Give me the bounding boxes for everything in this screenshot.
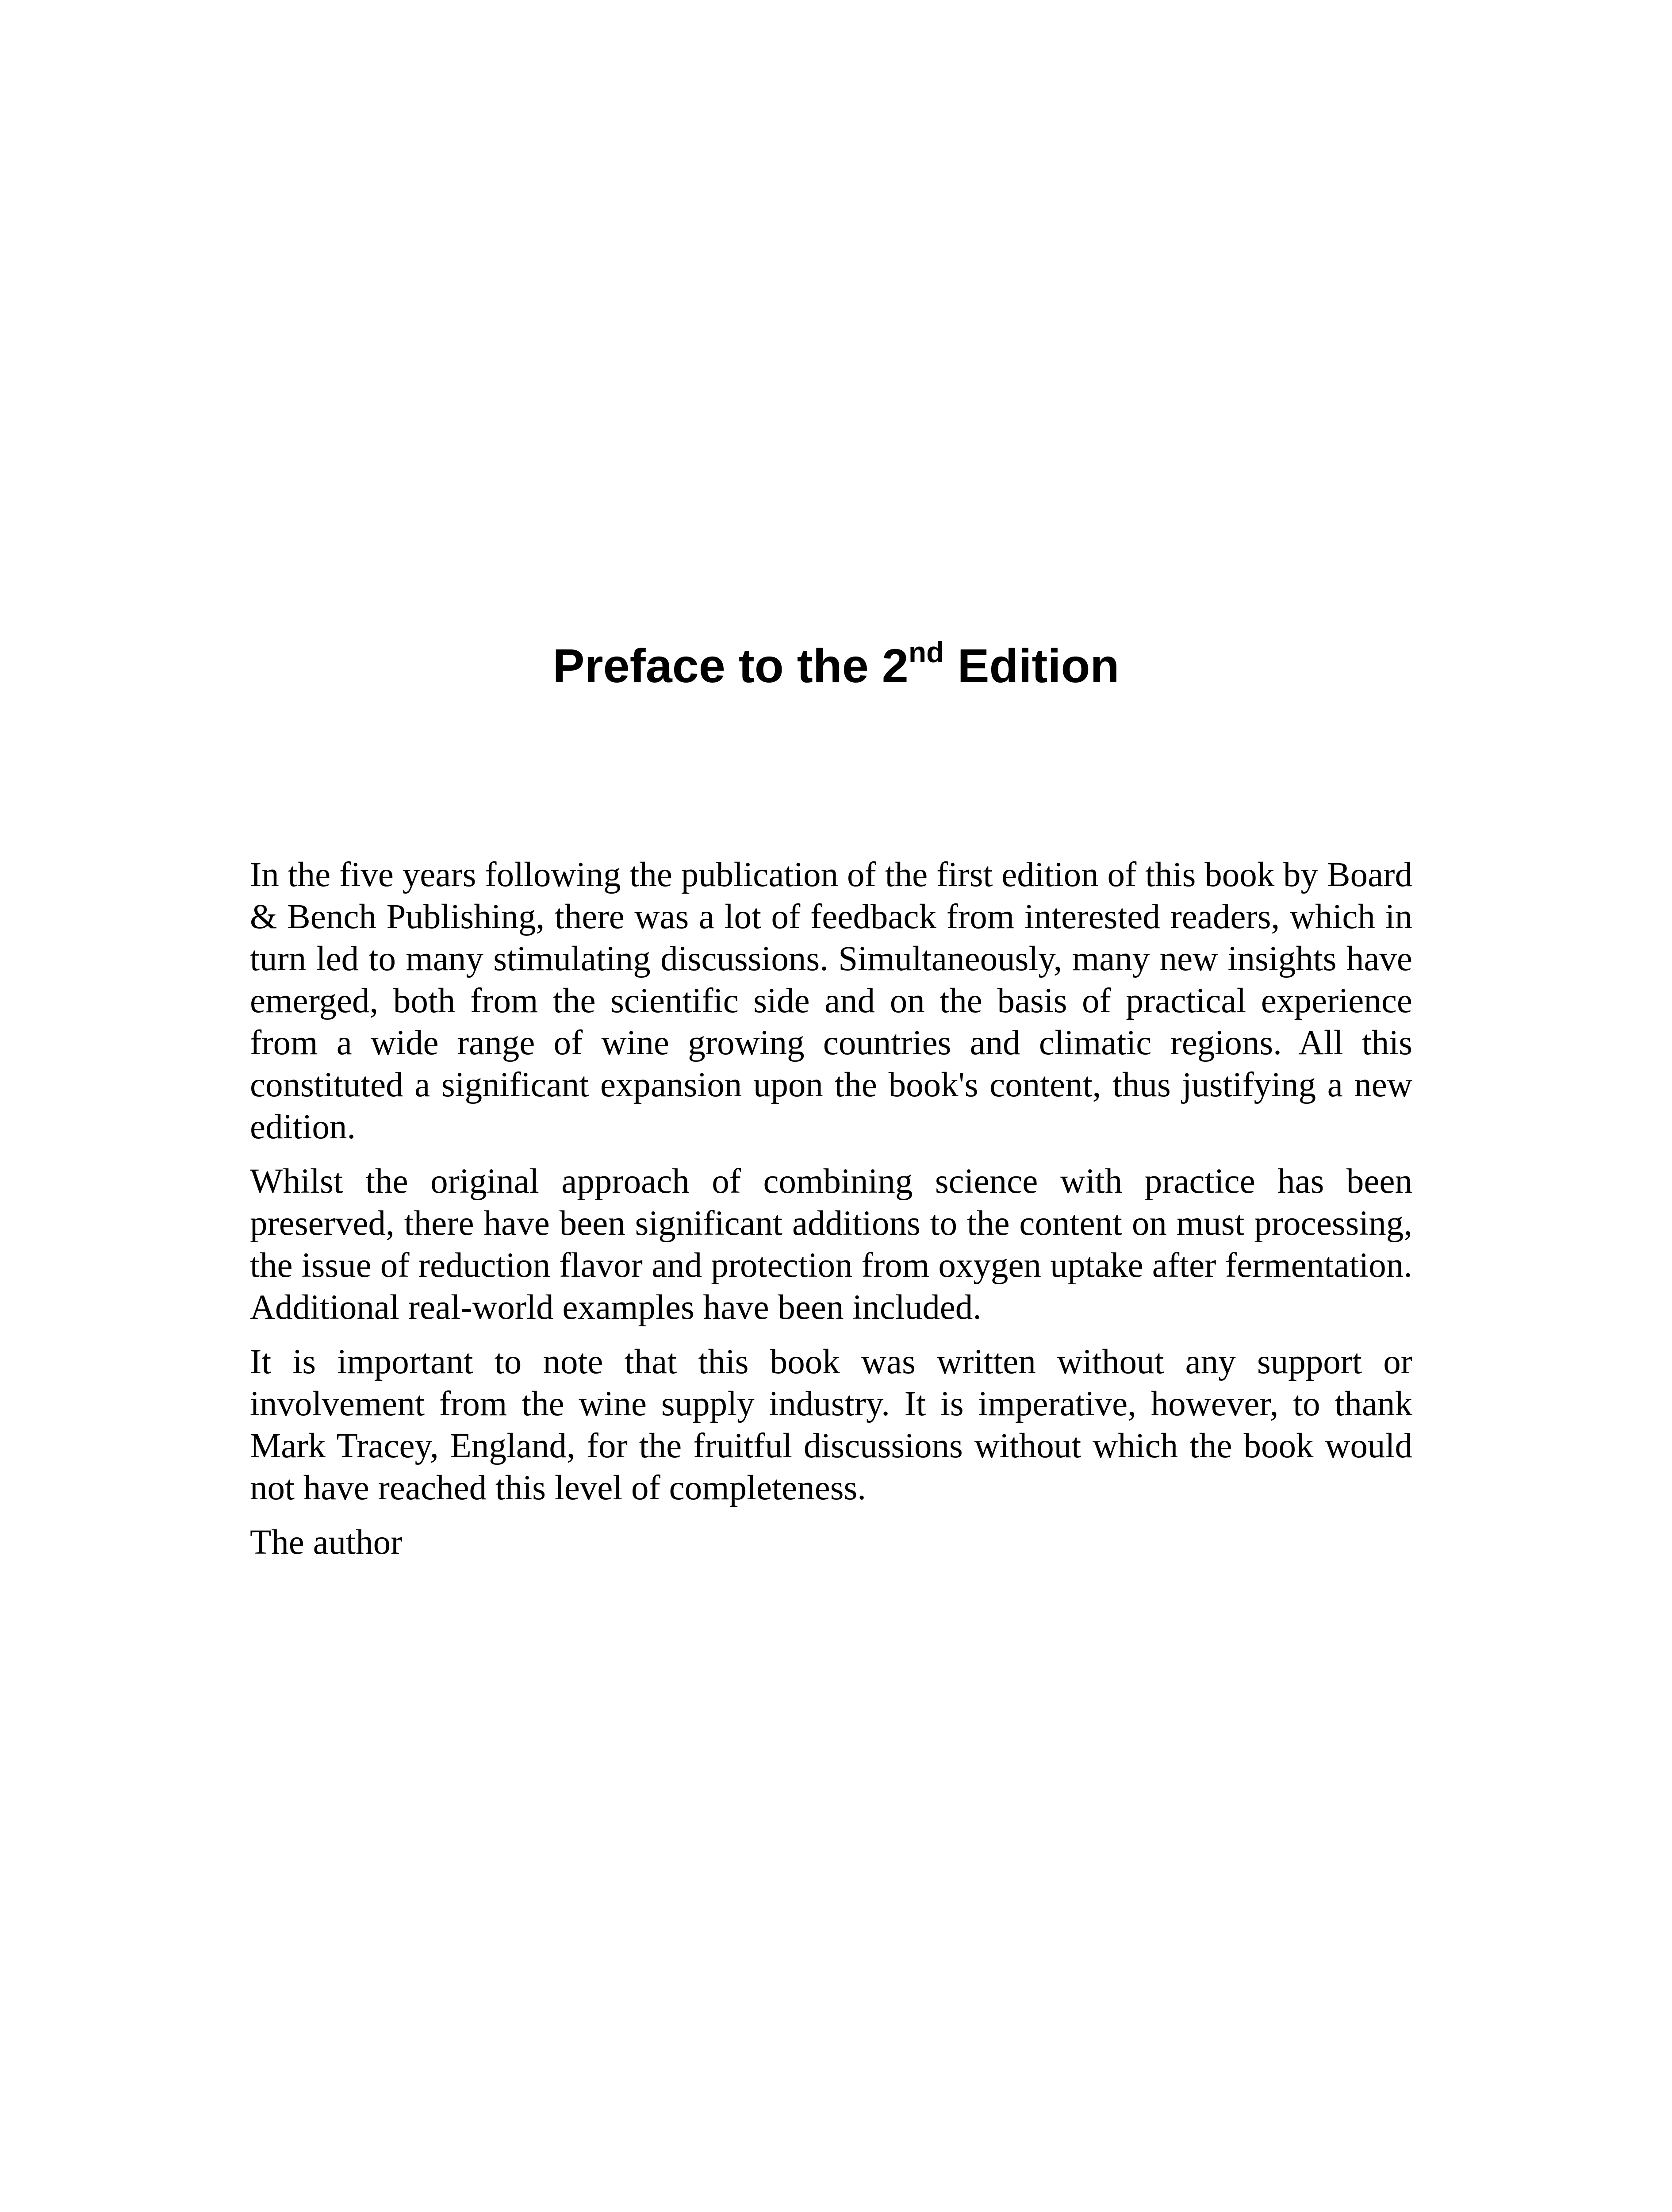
paragraph-3: It is important to note that this book was written without any support or involvement from the wine supply industry. It is imperative, however, to thank Mark Tracey, England, for the fruitful discussions without which the book would not have reached this level of completeness. xyxy=(250,1343,1412,1507)
title-superscript: nd xyxy=(908,636,944,668)
paragraph-2: Whilst the original approach of combining science with practice has been preserved, there have been significant additions to the content on must processing, the issue of reduction flavor and protection from oxygen uptake after fermentation. Additional real-world examples have been included. xyxy=(250,1162,1412,1327)
author-signature: The author xyxy=(250,1523,403,1562)
title-text-end: Edition xyxy=(944,639,1120,692)
paragraph-1: In the five years following the publication of the first edition of this book by Board & Bench Publishing, there was a lot of feedback from interested readers, which in turn led to many stimulating discussions. Simultaneously, many new insights have emerged, both from the scientific side and on the basis of practical experience from a wide range of wine growing countries and climatic regions. All this constituted a significant expansion upon the book's content, thus justifying a new edition. xyxy=(250,856,1412,1146)
preface-body xyxy=(250,854,1412,1563)
title-text: Preface to the 2 xyxy=(552,639,909,692)
page-title xyxy=(0,637,1672,695)
